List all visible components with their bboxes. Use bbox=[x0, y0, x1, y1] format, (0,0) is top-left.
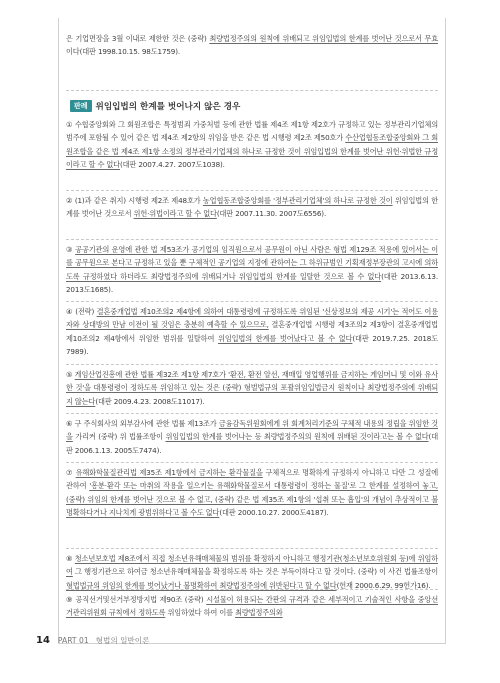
divider bbox=[66, 413, 438, 414]
continued-paragraph bbox=[66, 32, 438, 59]
part-label: PART 01 bbox=[57, 636, 89, 645]
case-item-2: ② (1)과 같은 취지) 시행령 제2조 제48호가 농업협동조합중앙회를 '정부관리기업체'의 하나로 규정한 것이 위임입법의 한계를 벗어난 것으로서 위헌·위법이라고 할 수 없다(대판 2007.11.30. 2007도6556). bbox=[66, 196, 438, 219]
section-heading bbox=[70, 99, 240, 113]
divider bbox=[66, 301, 438, 302]
chapter-title: 형법의 일반이론 bbox=[95, 636, 150, 645]
case-item-8: ⑧ 청소년보호법 제8조에서 직접 청소년유해매체물의 범위를 확정하지 아니하고 행정기관(청소년보호위원회 등)에 위임하여 그 행정기관으로 하여금 청소년유해매체물을 확정하도록 하는 것은 부득이하다고 할 것이다. (중략) 이 사건 법률조항이 형법법규의 위임의 한계를 벗어났거나 불명확하여 최량법정주의에 위반된다고 할 수 없다(헌재 2000.6.29. 99헌가16). bbox=[66, 554, 438, 590]
divider bbox=[66, 589, 438, 590]
case-item-5: ⑤ 게임산업진흥에 관한 법률 제32조 제1항 제7호가 '환전, 환전 알선, 재매입 영업행위를 금지하는 게임머니 및 이와 유사한 것'을 대통령령이 정하도록 위임하고 있는 것은 (중략) 형벌법규의 포괄위임입법금지 원칙이나 최량법정주의에 위배되지 않는다(대판 2009.4.23. 2008도11017). bbox=[66, 370, 438, 406]
divider bbox=[66, 364, 438, 365]
divider bbox=[66, 462, 438, 463]
divider bbox=[66, 548, 438, 549]
section-title: 위임입법의 한계를 벗어나지 않은 경우 bbox=[95, 102, 241, 112]
underlined-text: 최량법정주의의 원칙에 위배되고 위임입법의 한계를 벗어난 것으로서 무효 bbox=[209, 34, 438, 43]
paragraph-text: 은 기업면장을 3월 이내로 제한한 것은 (중략) bbox=[66, 34, 210, 43]
case-item-6: ⑥ 구 주식회사의 외부감사에 관한 법률 제13조가 금융감독위원회에게 위 회계처리기준의 구체적 내용의 정립을 위임한 것을 가리켜 (중략) 위 법률조항이 위임입법의 한계를 벗어나는 등 최량법정주의의 원칙에 위배된 것이라고는 볼 수 없다(대판 2006.1.13. 2005도7474). bbox=[66, 419, 438, 455]
case-item-1: ① 수협중앙회와 그 회원조합은 특정범죄 가중처벌 등에 관한 법률 제4조 제1항 제2호가 규정하고 있는 정부관리기업체의 범주에 포함될 수 있어 같은 법 제4조 제2항의 위임을 받은 같은 법 시행령 제2조 제50호가 수산업협동조합중앙회와 그 회원조합을 같은 법 제4조 제1항 소정의 정부관리기업체의 하나로 규정한 것이 위임입법의 한계를 벗어난 위헌·위법한 규정이라고 할 수 없다(대판 2007.4.27. 2007도1038). bbox=[66, 120, 438, 170]
case-item-4: ④ (전략) 결혼중개업법 제10조의2 제4항에 의하여 대통령령에 규정하도록 위임된 '신상정보의 제공 시기'는 적어도 이용자와 상대방의 만남 이전이 될 것임은 충분히 예측할 수 있으므로, 결혼중개업법 시행령 제3조의2 제3항이 결혼중개업법 제10조의2 제4항에서 위임한 범위를 일탈하여 위임입법의 한계를 벗어났다고 볼 수 없다(대판 2019.7.25. 2018도7989). bbox=[66, 307, 439, 357]
citation: 이다(대판 1998.10.15. 98도1759). bbox=[66, 47, 181, 57]
divider bbox=[66, 239, 438, 240]
case-badge: 판례 bbox=[70, 100, 92, 112]
divider bbox=[66, 190, 438, 191]
case-item-3: ③ 공공기관의 운영에 관한 법 제53조가 공기업의 임직원으로서 공무원이 아닌 사람은 형법 제129조 적용에 있어서는 이를 공무원으로 본다고 규정하고 있을 뿐 구체적인 공기업의 지정에 관하여는 그 하위규범인 기획재정부장관의 고시에 의하도록 규정하였다 하더라도 최량법정주의에 위배되거나 위임입법의 한계를 일탈한 것으로 볼 수 없다(대판 2013.6.13. 2013도1685). bbox=[66, 245, 438, 295]
case-item-7: ⑦ 유해화학물질관리법 제35조 제1항에서 금지하는 환각물질을 구체적으로 명확하게 규정하지 아니하고 다만 그 성질에 관하여 '흥분·환각 또는 마취의 작용을 일으키는 유해화학물질로서 대통령령이 정하는 물질'로 그 한계를 설정하여 놓고, (중략) 위임의 한계를 벗어난 것으로 볼 수 없고, (중략) 같은 법 제35조 제1항의 '섭취 또는 흡입'의 개념이 추상적이고 불명확하다거나 지나치게 광범위하다고 볼 수도 없다(대판 2000.10.27. 2000도4187). bbox=[66, 468, 439, 518]
page-footer bbox=[36, 635, 149, 646]
case-item-9: ⑨ 공직선거및선거부정방지법 제90조 (중략) 시설물이 허용되는 간판의 규격과 같은 세부적이고 기술적인 사항을 중앙선거관리위원회 규칙에서 정하도록 위임하였다 하여 이를 최량법정주의와 bbox=[66, 595, 438, 618]
divider bbox=[66, 90, 438, 91]
page-number: 14 bbox=[36, 635, 50, 646]
